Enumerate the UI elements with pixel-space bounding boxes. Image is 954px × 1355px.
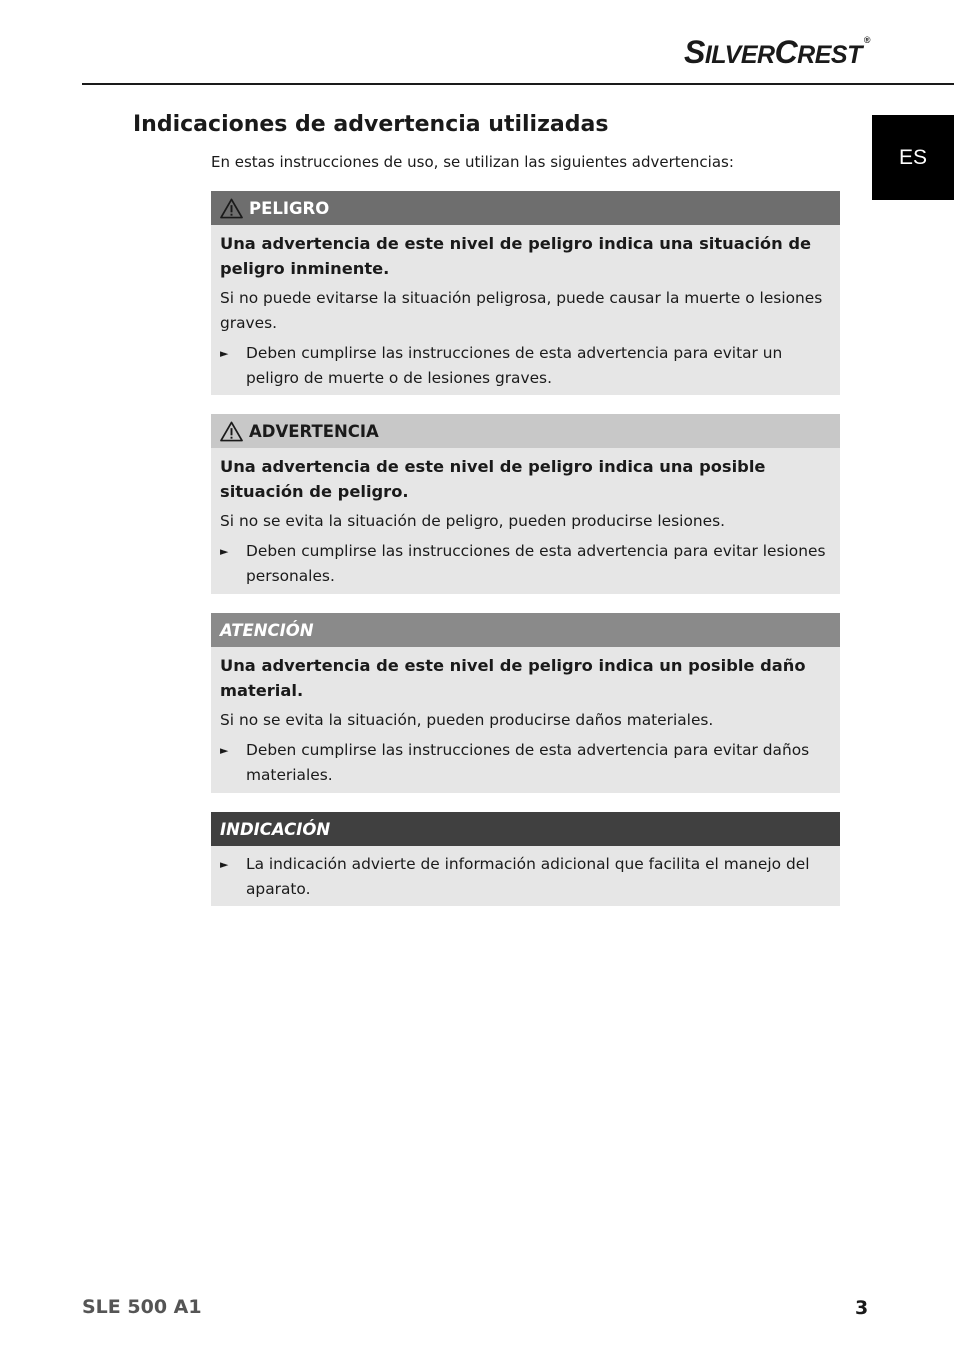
warning-box-title: PELIGRO <box>249 198 330 218</box>
warning-bullet-text: Deben cumplirse las instrucciones de esta advertencia para evitar un peligro de muerte o de lesiones graves. <box>246 344 783 387</box>
header-rule <box>82 83 954 85</box>
bullet-arrow-icon: ► <box>220 347 229 360</box>
warning-triangle-icon <box>220 421 243 442</box>
warning-bullet <box>220 341 830 391</box>
warning-box-title: ATENCIÓN <box>220 620 314 640</box>
warning-box-advertencia <box>211 414 840 594</box>
warning-text: Si no puede evitarse la situación peligrosa, puede causar la muerte o lesiones graves. <box>220 289 823 332</box>
language-tab <box>872 115 954 200</box>
warning-lead: Una advertencia de este nivel de peligro indica una situación de peligro inminente. <box>220 234 812 278</box>
warning-box-header <box>211 613 840 647</box>
warning-box-peligro <box>211 191 840 395</box>
warning-bullet <box>220 539 830 589</box>
note-bullet <box>220 852 830 902</box>
page-number: 3 <box>855 1297 869 1319</box>
warning-triangle-icon <box>220 198 243 219</box>
warning-box-title: ADVERTENCIA <box>249 421 379 441</box>
note-bullet-text: La indicación advierte de información adicional que facilita el manejo del aparato. <box>246 855 810 898</box>
warning-box-atencion <box>211 613 840 793</box>
warning-lead: Una advertencia de este nivel de peligro indica una posible situación de peligro. <box>220 457 766 501</box>
warning-box-header <box>211 414 840 448</box>
warning-bullet-text: Deben cumplirse las instrucciones de esta advertencia para evitar lesiones personales. <box>246 542 826 585</box>
language-tab-label: ES <box>898 145 927 169</box>
warning-box-header <box>211 191 840 225</box>
page-title: Indicaciones de advertencia utilizadas <box>133 112 609 137</box>
warning-lead: Una advertencia de este nivel de peligro indica un posible daño material. <box>220 656 806 700</box>
note-box-header <box>211 812 840 846</box>
warning-bullet-text: Deben cumplirse las instrucciones de esta advertencia para evitar daños materiales. <box>246 741 810 784</box>
warning-text: Si no se evita la situación de peligro, pueden producirse lesiones. <box>220 512 725 530</box>
warning-bullet <box>220 738 830 788</box>
bullet-arrow-icon: ► <box>220 858 229 871</box>
registered-mark: ® <box>863 35 870 45</box>
intro-text: En estas instrucciones de uso, se utilizan las siguientes advertencias: <box>211 153 734 171</box>
footer-model: SLE 500 A1 <box>82 1296 202 1318</box>
note-box-title: INDICACIÓN <box>220 819 331 839</box>
warning-text: Si no se evita la situación, pueden producirse daños materiales. <box>220 711 714 729</box>
bullet-arrow-icon: ► <box>220 744 229 757</box>
note-box-indicacion <box>211 812 840 906</box>
silvercrest-logo: SILVERCREST® <box>683 34 870 70</box>
bullet-arrow-icon: ► <box>220 545 229 558</box>
